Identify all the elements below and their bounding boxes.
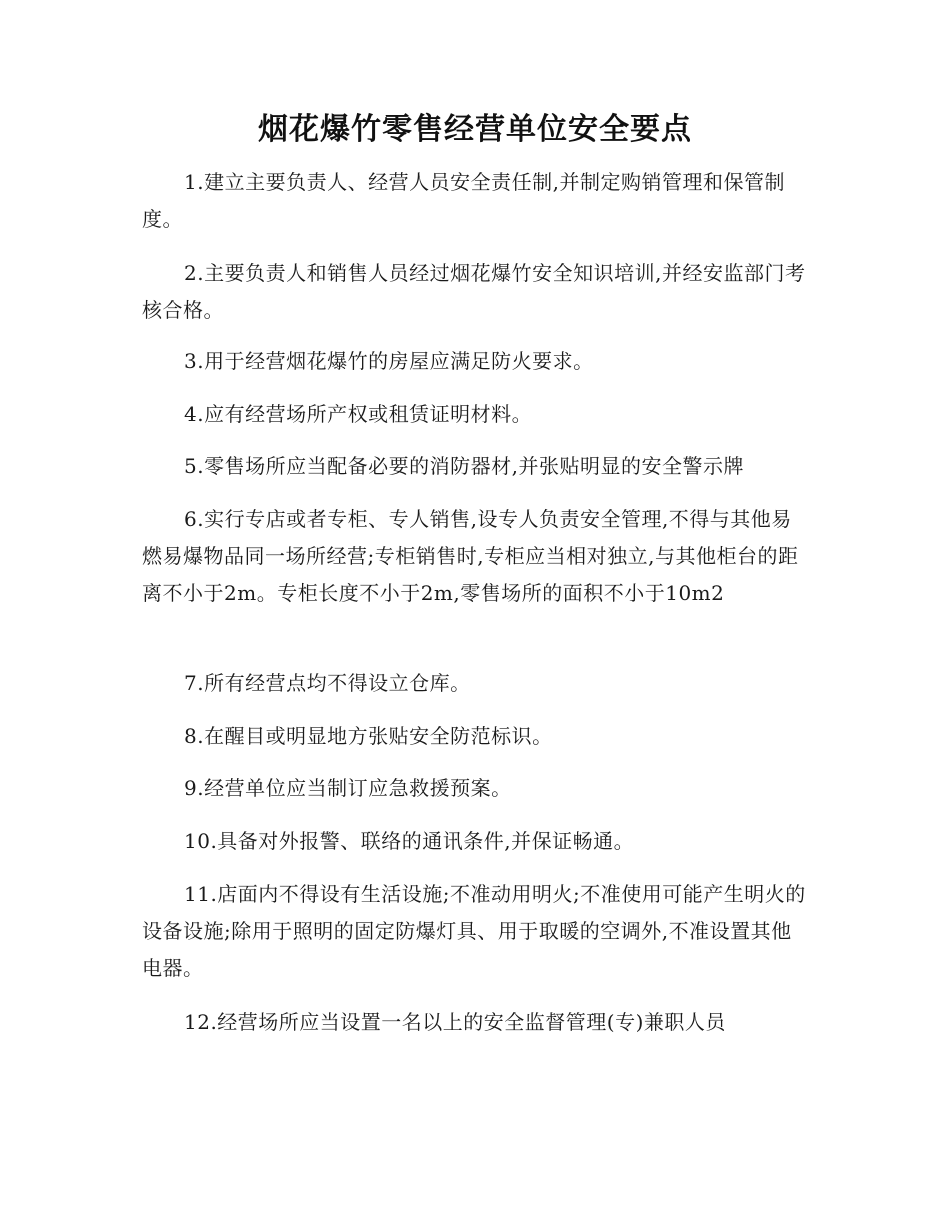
list-item-9: 9.经营单位应当制订应急救援预案。 [184, 776, 512, 800]
list-item-12: 12.经营场所应当设置一名以上的安全监督管理(专)兼职人员 [184, 1010, 726, 1034]
list-item-2: 2.主要负责人和销售人员经过烟花爆竹安全知识培训,并经安监部门考核合格。 [142, 261, 806, 322]
list-item-7: 7.所有经营点均不得设立仓库。 [184, 671, 471, 695]
list-item-4: 4.应有经营场所产权或租赁证明材料。 [184, 402, 533, 426]
list-item-8: 8.在醒目或明显地方张贴安全防范标识。 [184, 724, 553, 748]
list-item-10: 10.具备对外报警、联络的通讯条件,并保证畅通。 [184, 829, 635, 853]
list-item-6: 6.实行专店或者专柜、专人销售,设专人负责安全管理,不得与其他易燃易爆物品同一场所经营;专柜销售时,专柜应当相对独立,与其他柜台的距离不小于2m。专柜长度不小于2m,零售场所的面积不小于10m2 [142, 507, 799, 605]
list-item-3: 3.用于经营烟花爆竹的房屋应满足防火要求。 [184, 349, 594, 373]
list-item-1: 1.建立主要负责人、经营人员安全责任制,并制定购销管理和保管制度。 [142, 170, 785, 231]
list-item-11: 11.店面内不得设有生活设施;不准动用明火;不准使用可能产生明火的设备设施;除用于照明的固定防爆灯具、用于取暖的空调外,不准设置其他电器。 [142, 882, 806, 980]
list-item-5: 5.零售场所应当配备必要的消防器材,并张贴明显的安全警示牌 [184, 454, 744, 478]
document-title: 烟花爆竹零售经营单位安全要点 [258, 112, 692, 147]
